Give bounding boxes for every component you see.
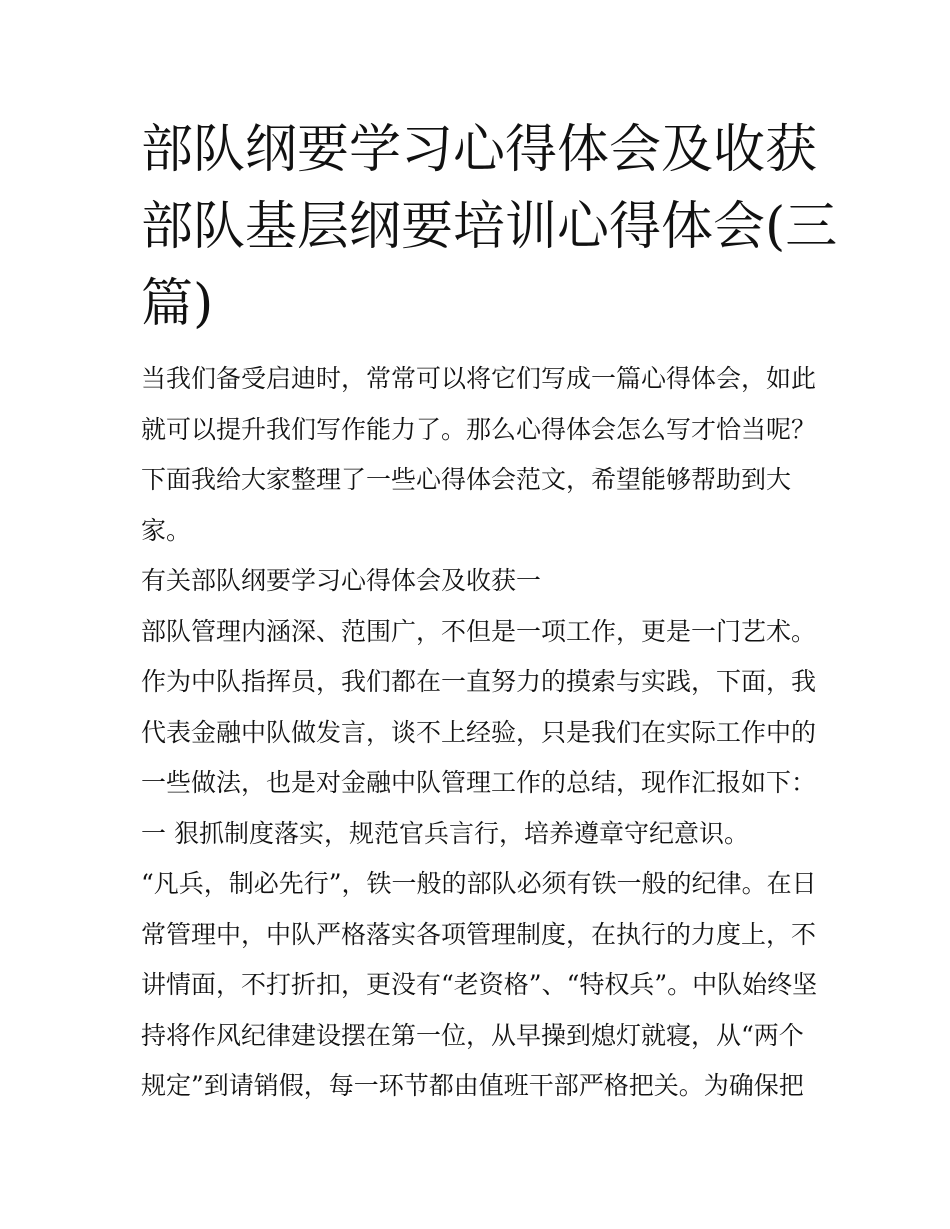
document-title <box>141 112 838 343</box>
document-body <box>141 354 831 1112</box>
paragraph-line: 代表金融中队做发言，谈不上经验，只是我们在实际工作中的 <box>141 717 817 747</box>
intro-line: 当我们备受启迪时，常常可以将它们写成一篇心得体会，如此 <box>141 364 817 393</box>
paragraph-line: 常管理中，中队严格落实各项管理制度，在执行的力度上，不 <box>141 919 817 949</box>
intro-line: 下面我给大家整理了一些心得体会范文，希望能够帮助到大 <box>141 465 792 494</box>
intro-line: 就可以提升我们写作能力了。那么心得体会怎么写才恰当呢？ <box>141 414 817 444</box>
paragraph-line: 规定”到请销假，每一环节都由值班干部严格把关。为确保把 <box>141 1071 804 1100</box>
paragraph-line: 一些做法，也是对金融中队管理工作的总结，现作汇报如下： <box>141 768 817 797</box>
section-heading: 有关部队纲要学习心得体会及收获一 <box>141 566 542 595</box>
paragraph-line: 讲情面，不打折扣，更没有“老资格”、“特权兵”。中队始终坚 <box>141 970 818 999</box>
title-line: 部队基层纲要培训心得体会(三 <box>141 197 838 257</box>
intro-line: 家。 <box>141 515 192 545</box>
title-line: 篇) <box>141 274 214 334</box>
paragraph-line: 部队管理内涵深、范围广，不但是一项工作，更是一门艺术。 <box>141 616 817 646</box>
paragraph-line: 作为中队指挥员，我们都在一直努力的摸索与实践，下面，我 <box>141 667 817 696</box>
paragraph-line: “凡兵，制必先行”，铁一般的部队必须有铁一般的纪律。在日 <box>141 869 817 898</box>
title-line: 部队纲要学习心得体会及收获 <box>141 120 818 180</box>
paragraph-line: 持将作风纪律建设摆在第一位，从早操到熄灯就寝，从“两个 <box>141 1020 804 1050</box>
subheading-line: 一 狠抓制度落实，规范官兵言行，培养遵章守纪意识。 <box>141 818 749 848</box>
